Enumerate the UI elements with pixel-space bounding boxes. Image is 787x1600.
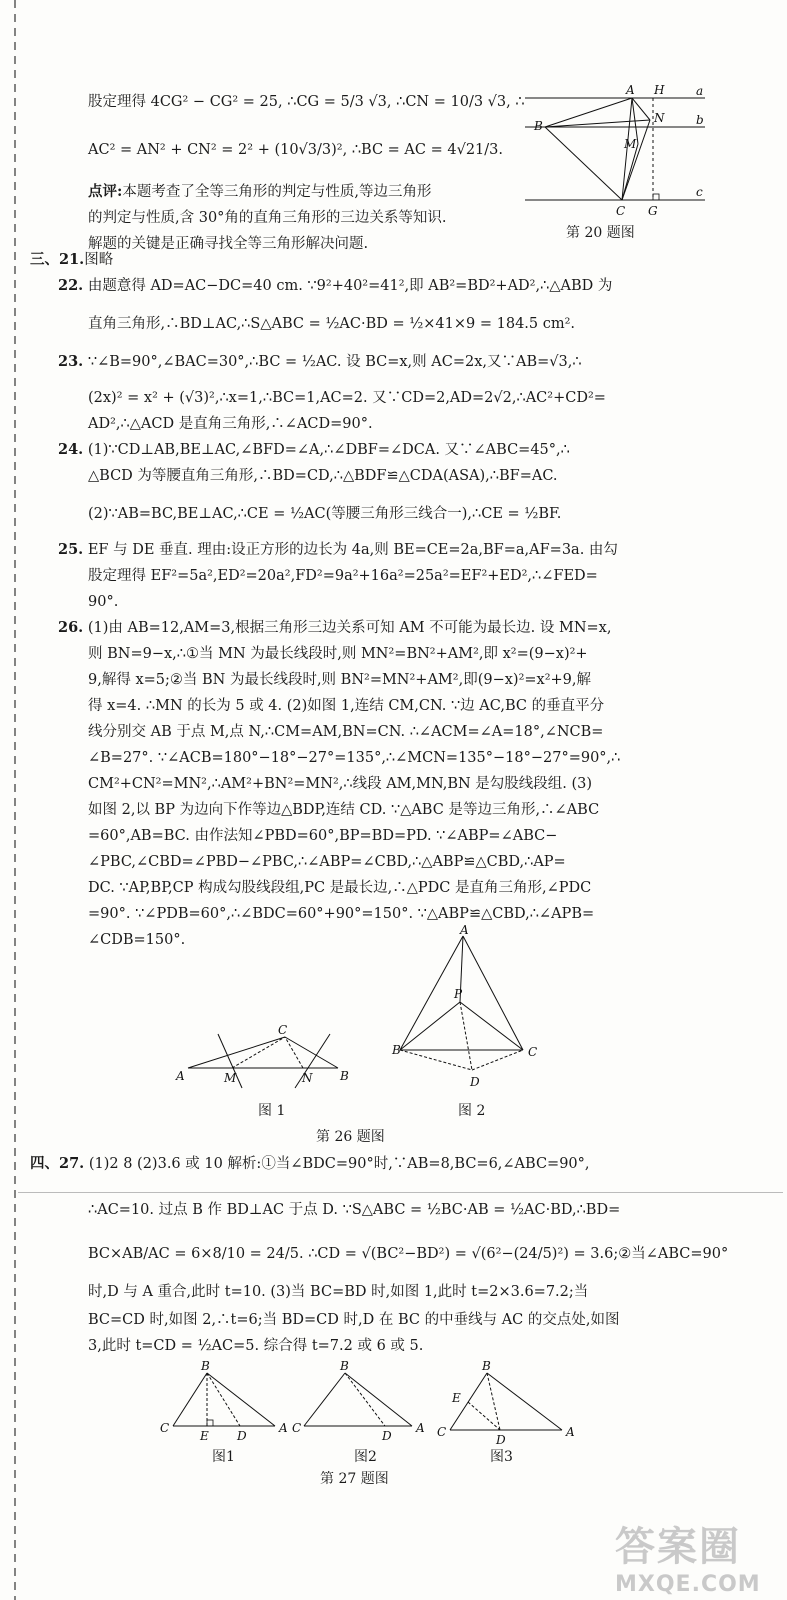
label-c: c — [696, 185, 703, 199]
q21-text: 图略 — [84, 252, 114, 268]
q25-text1: EF 与 DE 垂直. 理由:设正方形的边长为 4a,则 BE=CE=2a,BF=a,AF=3a. 由勾 — [87, 542, 618, 558]
q26-fig2-caption: 图 2 — [458, 1103, 486, 1119]
label-M: M — [224, 1071, 237, 1085]
q24-text1: (1)∵CD⊥AB,BE⊥AC,∠BFD=∠A,∴∠DBF=∠DCA. 又∵∠ABC=45°,∴ — [87, 442, 570, 458]
q26-caption: 第 26 题图 — [316, 1129, 385, 1145]
q27-line2: ∴AC=10. 过点 B 作 BD⊥AC 于点 D. ∵S△ABC = ½BC·AB = ½AC·BD,∴BD= — [88, 1202, 621, 1218]
q25-line3: 90°. — [88, 594, 119, 610]
figure-q27-3 — [432, 1358, 582, 1446]
q26-line3: 9,解得 x=5;②当 BN 为最长线段时,则 BN²=MN²+AM²,即(9−x)²=x²+9,解 — [88, 672, 592, 688]
q27-fig3-caption: 图3 — [490, 1449, 513, 1465]
q24-line1 — [58, 436, 570, 464]
figure-q27-2 — [290, 1358, 430, 1446]
label-B: B — [201, 1359, 210, 1373]
q27-line5: BC=CD 时,如图 2,∴t=6;当 BD=CD 时,D 在 BC 的中垂线与 AC 的交点处,如图 — [88, 1312, 620, 1328]
q26-num: 26. — [58, 619, 84, 636]
label-N: N — [654, 111, 665, 125]
q26-line6: ∠B=27°. ∵∠ACB=180°−18°−27°=135°,∴∠MCN=135°−18°−27°=90°,∴ — [88, 750, 621, 766]
q26-line10: ∠PBC,∠CBD=∠PBD−∠PBC,∴∠ABP=∠CBD,∴△ABP≌△CBD,∴AP= — [88, 854, 566, 870]
watermark — [615, 1515, 780, 1595]
label-C: C — [278, 1023, 288, 1037]
label-B: B — [482, 1359, 491, 1373]
label-a: a — [696, 84, 704, 98]
q24-num: 24. — [58, 441, 84, 458]
label-B: B — [340, 1069, 349, 1083]
comment-label: 点评: — [88, 183, 123, 200]
q26-line5: 线分别交 AB 于点 M,点 N,∴CM=AM,BN=CN. ∴∠ACM=∠A=18°,∠NCB= — [88, 724, 604, 740]
q20-line1: 股定理得 4CG² − CG² = 25, ∴CG = 5/3 √3, ∴CN = 10/3 √3, ∴ — [88, 94, 525, 110]
label-D: D — [496, 1433, 506, 1446]
label-A: A — [416, 1421, 425, 1435]
q21-line — [30, 246, 113, 274]
label-D: D — [382, 1429, 392, 1443]
watermark-url: MXQE.COM — [615, 1572, 761, 1597]
q24-line3: (2)∵AB=BC,BE⊥AC,∴CE = ½AC(等腰三角形三线合一),∴CE = ½BF. — [88, 506, 562, 522]
binding-margin — [10, 0, 20, 1600]
label-B: B — [534, 119, 543, 133]
label-D: D — [470, 1075, 480, 1089]
label-A: A — [279, 1421, 288, 1435]
label-H: H — [654, 83, 665, 97]
q22-num: 22. — [58, 277, 84, 294]
label-E: E — [452, 1391, 461, 1405]
label-B: B — [392, 1043, 401, 1057]
q22-text1: 由题意得 AD=AC−DC=40 cm. ∵9²+40²=41²,即 AB²=BD²+AD²,∴△ABD 为 — [87, 278, 613, 294]
label-A: A — [176, 1069, 185, 1083]
label-P: P — [454, 987, 463, 1001]
q27-caption: 第 27 题图 — [320, 1471, 389, 1487]
q20-line2: AC² = AN² + CN² = 2² + (10√3/3)², ∴BC = AC = 4√21/3. — [88, 142, 504, 158]
label-A: A — [566, 1425, 575, 1439]
q20-caption: 第 20 题图 — [566, 225, 635, 241]
figure-q26-2 — [388, 924, 558, 1099]
label-N: N — [302, 1071, 313, 1085]
q23-num: 23. — [58, 353, 84, 370]
fold-line — [18, 1192, 783, 1193]
q26-line11: DC. ∵AP,BP,CP 构成勾股线段组,PC 是最长边,∴△PDC 是直角三角形,∠PDC — [88, 880, 592, 896]
q27-num: 四、27. — [30, 1155, 85, 1172]
q26-fig1-caption: 图 1 — [258, 1103, 286, 1119]
figure-q26-1 — [170, 1022, 360, 1092]
label-C: C — [528, 1045, 538, 1059]
q27-fig2-caption: 图2 — [354, 1449, 377, 1465]
q25-num: 25. — [58, 541, 84, 558]
q26-line13: ∠CDB=150°. — [88, 932, 186, 948]
watermark-logo: 答案圈 — [615, 1524, 741, 1570]
q23-line3: AD²,∴△ACD 是直角三角形,∴∠ACD=90°. — [88, 416, 373, 432]
q27-line6: 3,此时 t=CD = ½AC=5. 综合得 t=7.2 或 6 或 5. — [88, 1338, 424, 1354]
label-M: M — [624, 137, 637, 151]
label-C: C — [437, 1425, 447, 1439]
q24-line2: △BCD 为等腰直角三角形,∴BD=CD,∴△BDF≌△CDA(ASA),∴BF=AC. — [88, 468, 558, 484]
q23-line2: (2x)² = x² + (√3)²,∴x=1,∴BC=1,AC=2. 又∵CD=2,AD=2√2,∴AC²+CD²= — [88, 390, 606, 406]
q27-line3: BC×AB/AC = 6×8/10 = 24/5. ∴CD = √(BC²−BD²) = √(6²−(24/5)²) = 3.6;②当∠ABC=90° — [88, 1246, 729, 1262]
q26-line7: CM²+CN²=MN²,∴AM²+BN²=MN²,∴线段 AM,MN,BN 是勾股线段组. (3) — [88, 776, 593, 792]
q23-text1: ∵∠B=90°,∠BAC=30°,∴BC = ½AC. 设 BC=x,则 AC=2x,又∵AB=√3,∴ — [87, 354, 582, 370]
label-B: B — [340, 1359, 349, 1373]
label-b: b — [696, 113, 704, 127]
label-C: C — [616, 204, 626, 218]
label-D: D — [237, 1429, 247, 1443]
figure-q20 — [520, 82, 710, 222]
q26-line4: 得 x=4. ∴MN 的长为 5 或 4. (2)如图 1,连结 CM,CN. ∵边 AC,BC 的垂直平分 — [88, 698, 605, 714]
q27-fig1-caption: 图1 — [212, 1449, 235, 1465]
q26-line1 — [58, 614, 611, 642]
q22-line1 — [58, 272, 612, 300]
q27-text1: (1)2 8 (2)3.6 或 10 解析:①当∠BDC=90°时,∵AB=8,BC=6,∠ABC=90°, — [88, 1156, 590, 1172]
q20-comment-line2: 的判定与性质,含 30°角的直角三角形的三边关系等知识. — [88, 210, 447, 226]
label-G: G — [648, 204, 658, 218]
label-C: C — [160, 1421, 170, 1435]
q25-line2: 股定理得 EF²=5a²,ED²=20a²,FD²=9a²+16a²=25a²=EF²+ED²,∴∠FED= — [88, 568, 598, 584]
q27-line1 — [30, 1150, 590, 1178]
comment-text: 本题考查了全等三角形的判定与性质,等边三角形 — [122, 184, 432, 200]
q26-line9: =60°,AB=BC. 由作法知∠PBD=60°,BP=BD=PD. ∵∠ABP=∠ABC− — [88, 828, 558, 844]
q25-line1 — [58, 536, 618, 564]
q23-line1 — [58, 348, 582, 376]
q26-text1: (1)由 AB=12,AM=3,根据三角形三边关系可知 AM 不可能为最长边. 设 MN=x, — [87, 620, 612, 636]
q22-line2: 直角三角形,∴BD⊥AC,∴S△ABC = ½AC·BD = ½×41×9 = 184.5 cm². — [88, 316, 576, 332]
q27-line4: 时,D 与 A 重合,此时 t=10. (3)当 BC=BD 时,如图 1,此时 t=2×3.6=7.2;当 — [88, 1284, 589, 1300]
q26-line12: =90°. ∵∠PDB=60°,∴∠BDC=60°+90°=150°. ∵△ABP≌△CBD,∴∠APB= — [88, 906, 595, 922]
label-E: E — [200, 1429, 209, 1443]
figure-q27-1 — [155, 1358, 290, 1446]
q26-line8: 如图 2,以 BP 为边向下作等边△BDP,连结 CD. ∵△ABC 是等边三角形,∴∠ABC — [88, 802, 600, 818]
q21-num: 三、21. — [30, 251, 85, 268]
q20-comment-line3: 解题的关键是正确寻找全等三角形解决问题. — [88, 236, 369, 252]
label-A: A — [460, 924, 469, 937]
label-A: A — [626, 83, 635, 97]
q26-line2: 则 BN=9−x,∴①当 MN 为最长线段时,则 MN²=BN²+AM²,即 x²=(9−x)²+ — [88, 646, 588, 662]
q20-comment-line1 — [88, 178, 431, 206]
label-C: C — [292, 1421, 302, 1435]
